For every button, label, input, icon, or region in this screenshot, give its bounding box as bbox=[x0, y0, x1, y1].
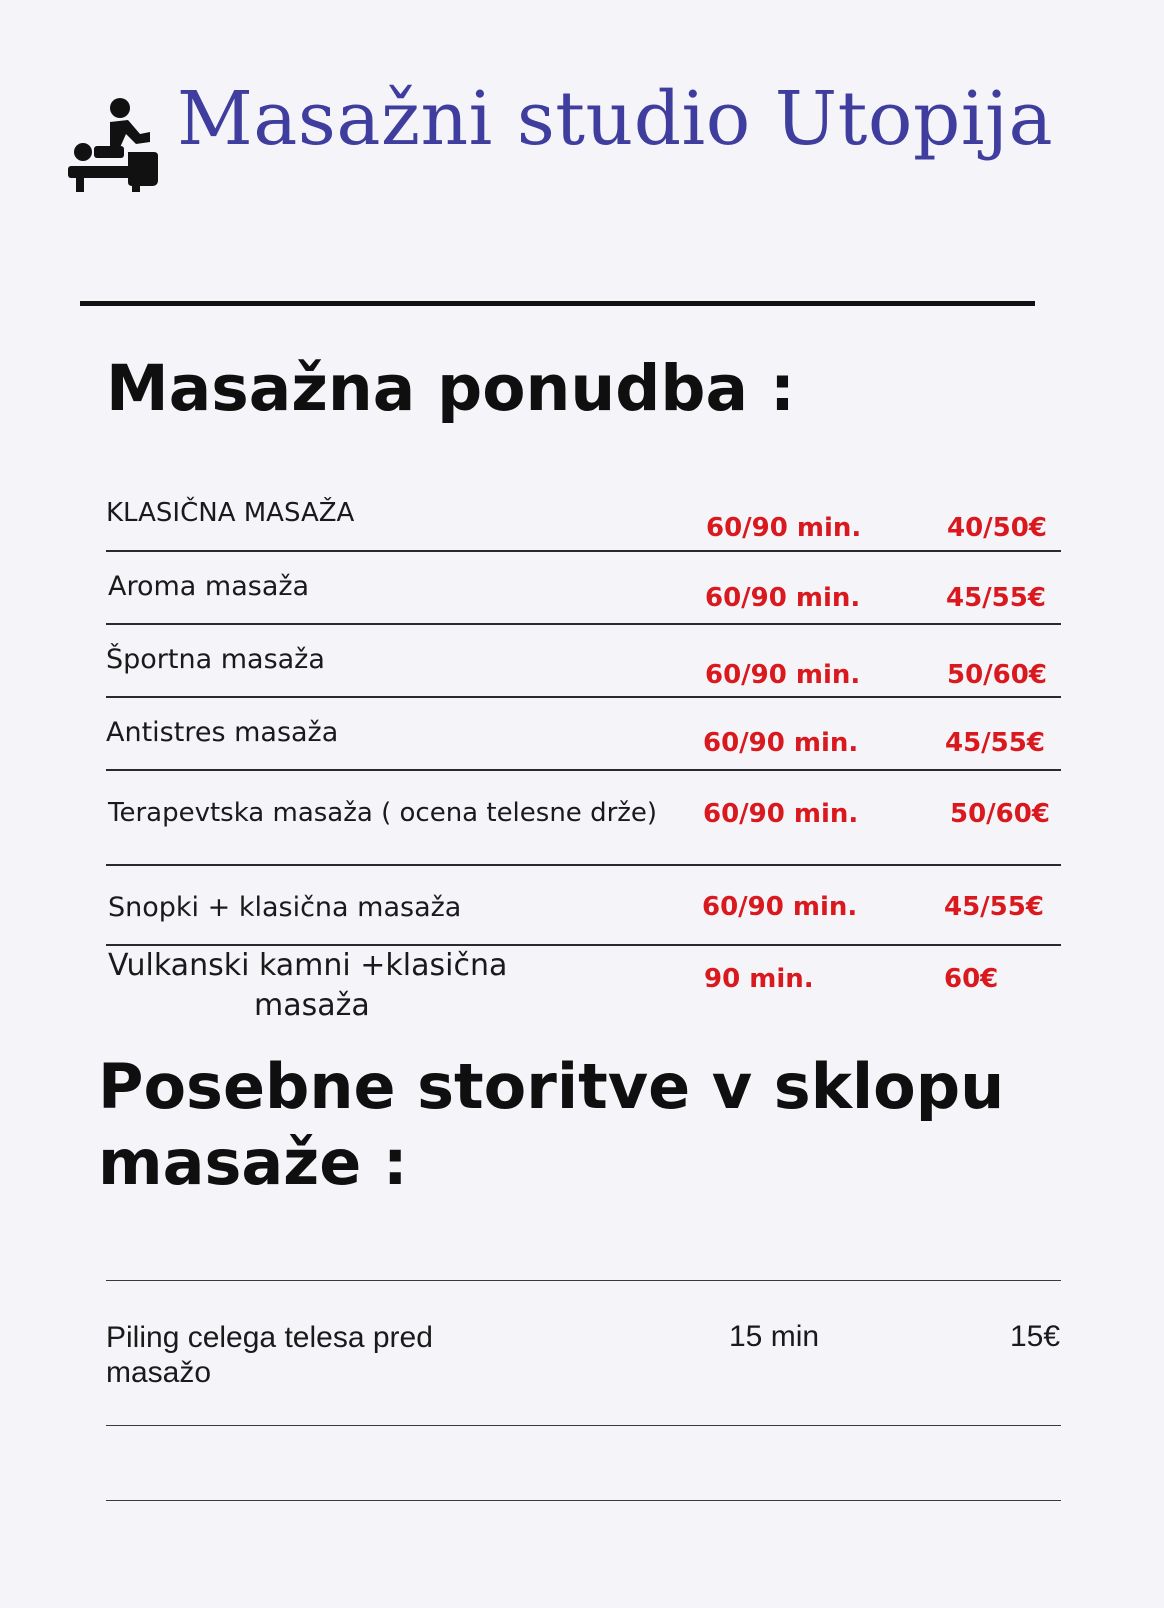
studio-title: Masažni studio Utopija bbox=[177, 76, 1054, 162]
service-price: 60€ bbox=[944, 964, 999, 994]
offer-heading: Masažna ponudba : bbox=[106, 352, 796, 425]
service-duration: 90 min. bbox=[704, 964, 814, 994]
special-services-heading bbox=[98, 1049, 1004, 1201]
row-divider bbox=[106, 550, 1061, 552]
extra-service-duration: 15 min bbox=[729, 1320, 820, 1353]
extra-service-name: Piling celega telesa pred masažo bbox=[106, 1321, 433, 1389]
special-heading-line: Posebne storitve v sklopu bbox=[98, 1050, 1005, 1123]
row-divider bbox=[106, 1425, 1061, 1426]
row-divider bbox=[106, 696, 1061, 698]
special-heading-line: masaže : bbox=[98, 1126, 408, 1199]
row-divider bbox=[106, 769, 1061, 771]
service-name: masaža bbox=[254, 988, 370, 1023]
row-divider bbox=[106, 944, 1061, 946]
row-divider bbox=[106, 1280, 1061, 1281]
service-price: 50/60€ bbox=[950, 799, 1050, 829]
service-duration: 60/90 min. bbox=[705, 660, 861, 690]
service-duration: 60/90 min. bbox=[706, 513, 862, 543]
service-price: 45/55€ bbox=[946, 583, 1046, 613]
row-divider bbox=[106, 1500, 1061, 1501]
row-divider bbox=[106, 864, 1061, 866]
service-duration: 60/90 min. bbox=[705, 583, 861, 613]
service-price: 40/50€ bbox=[947, 513, 1047, 543]
row-divider bbox=[106, 623, 1061, 625]
service-name: Terapevtska masaža ( ocena telesne drže) bbox=[108, 798, 658, 828]
service-name: KLASIČNA MASAŽA bbox=[106, 498, 355, 528]
extra-service-price: 15€ bbox=[1010, 1320, 1061, 1353]
service-price: 45/55€ bbox=[945, 728, 1045, 758]
service-duration: 60/90 min. bbox=[703, 799, 859, 829]
service-price: 50/60€ bbox=[947, 660, 1047, 690]
service-duration: 60/90 min. bbox=[703, 728, 859, 758]
service-price: 45/55€ bbox=[944, 892, 1044, 922]
service-name: Vulkanski kamni +klasična bbox=[108, 948, 508, 983]
service-duration: 60/90 min. bbox=[702, 892, 858, 922]
divider bbox=[80, 301, 1035, 306]
service-name: Športna masaža bbox=[106, 644, 325, 675]
service-name: Antistres masaža bbox=[106, 717, 339, 748]
massage-icon bbox=[66, 94, 162, 196]
service-name: Snopki + klasična masaža bbox=[108, 892, 462, 923]
service-name: Aroma masaža bbox=[108, 571, 310, 602]
